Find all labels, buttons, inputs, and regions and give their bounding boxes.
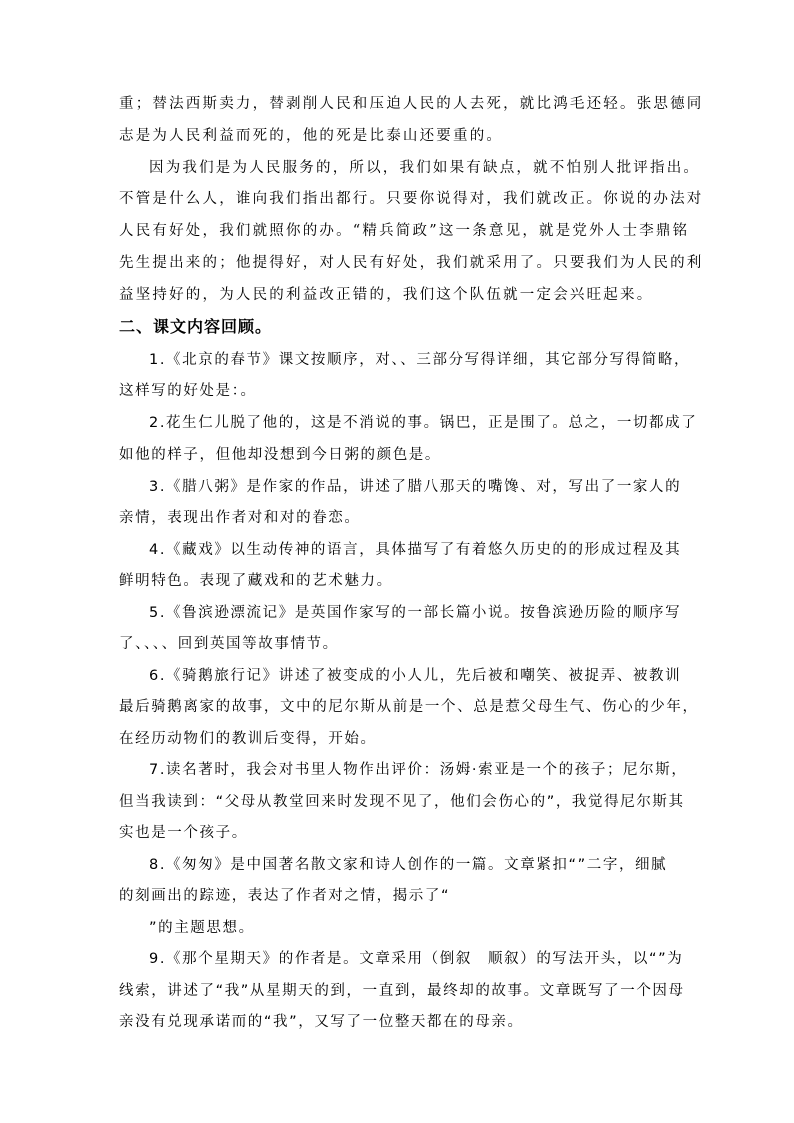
question-line: 这样写的好处是：。 [119,383,257,399]
question-line: 线索，讲述了“我”从星期天的到，一直到，最终却的故事。文章既写了一个因母 [119,983,685,999]
question-line: 但当我读到：“父母从教堂回来时发现不见了，他们会伤心的”，我觉得尼尔斯其 [119,794,685,810]
question-line: 亲情，表现出作者对和对的眷恋。 [119,510,361,526]
question-line: 6.《骑鹅旅行记》讲述了被变成的小人儿，先后被和嘲笑、被捉弄、被教训 [149,668,682,684]
question-line: 实也是一个孩子。 [119,825,248,841]
passage-line-6: 先生提出来的；他提得好，对人民有好处，我们就采用了。只要我们为人民的利 [119,255,704,271]
question-line: 3.《腊八粥》是作家的作品，讲述了腊八那天的嘴馋、对，写出了一家人的 [149,479,682,495]
passage-line-3: 因为我们是为人民服务的，所以，我们如果有缺点，就不怕别人批评指出。 [149,160,701,176]
question-line: 如他的样子，但他却没想到今日粥的颜色是。 [119,447,441,463]
passage-line-2: 志是为人民利益而死的，他的死是比泰山还要重的。 [119,128,504,144]
question-line: 9.《那个星期天》的作者是。文章采用（倒叙 顺叙）的写法开头，以“”为 [149,951,684,967]
question-line: ”的主题思想。 [149,920,255,936]
question-line: 2.花生仁儿脱了他的，这是不消说的事。锅巴，正是围了。总之，一切都成了 [149,415,698,431]
question-line: 亲没有兑现承诺而的“我”，又写了一位整天都在的母亲。 [119,1014,524,1030]
question-line: 1.《北京的春节》课文按顺序，对、、三部分写得详细，其它部分写得简略， [149,352,691,368]
question-line: 8.《匆匆》是中国著名散文家和诗人创作的一篇。文章紧扣“”二字，细腻 [149,857,668,873]
question-line: 了、、、、回到英国等故事情节。 [119,636,339,652]
question-line: 的刻画出的踪迹，表达了作者对之情，揭示了“ [119,888,451,904]
question-line: 4.《藏戏》以生动传神的语言，具体描写了有着悠久历史的的形成过程及其 [149,542,682,558]
passage-line-4: 不管是什么人，谁向我们指出都行。只要你说得对，我们就改正。你说的办法对 [119,191,704,207]
section-heading: 二、课文内容回顾。 [119,317,273,336]
question-line: 在经历动物们的教训后变得，开始。 [119,731,377,747]
question-line: 鲜明特色。表现了藏戏和的艺术魅力。 [119,573,393,589]
question-line: 5.《鲁滨逊漂流记》是英国作家写的一部长篇小说。按鲁滨逊历险的顺序写 [149,605,682,621]
question-line: 最后骑鹅离家的故事，文中的尼尔斯从前是一个、总是惹父母生气、伤心的少年， [119,699,699,715]
passage-line-5: 人民有好处，我们就照你的办。“精兵简政”这一条意见，就是党外人士李鼎铭 [119,223,690,239]
question-line: 7.读名著时，我会对书里人物作出评价：汤姆·索亚是一个的孩子；尼尔斯， [149,762,688,778]
passage-line-7: 益坚持好的，为人民的利益改正错的，我们这个队伍就一定会兴旺起来。 [119,287,654,303]
passage-line-1: 重；替法西斯卖力，替剥削人民和压迫人民的人去死，就比鸿毛还轻。张思德同 [119,96,704,112]
